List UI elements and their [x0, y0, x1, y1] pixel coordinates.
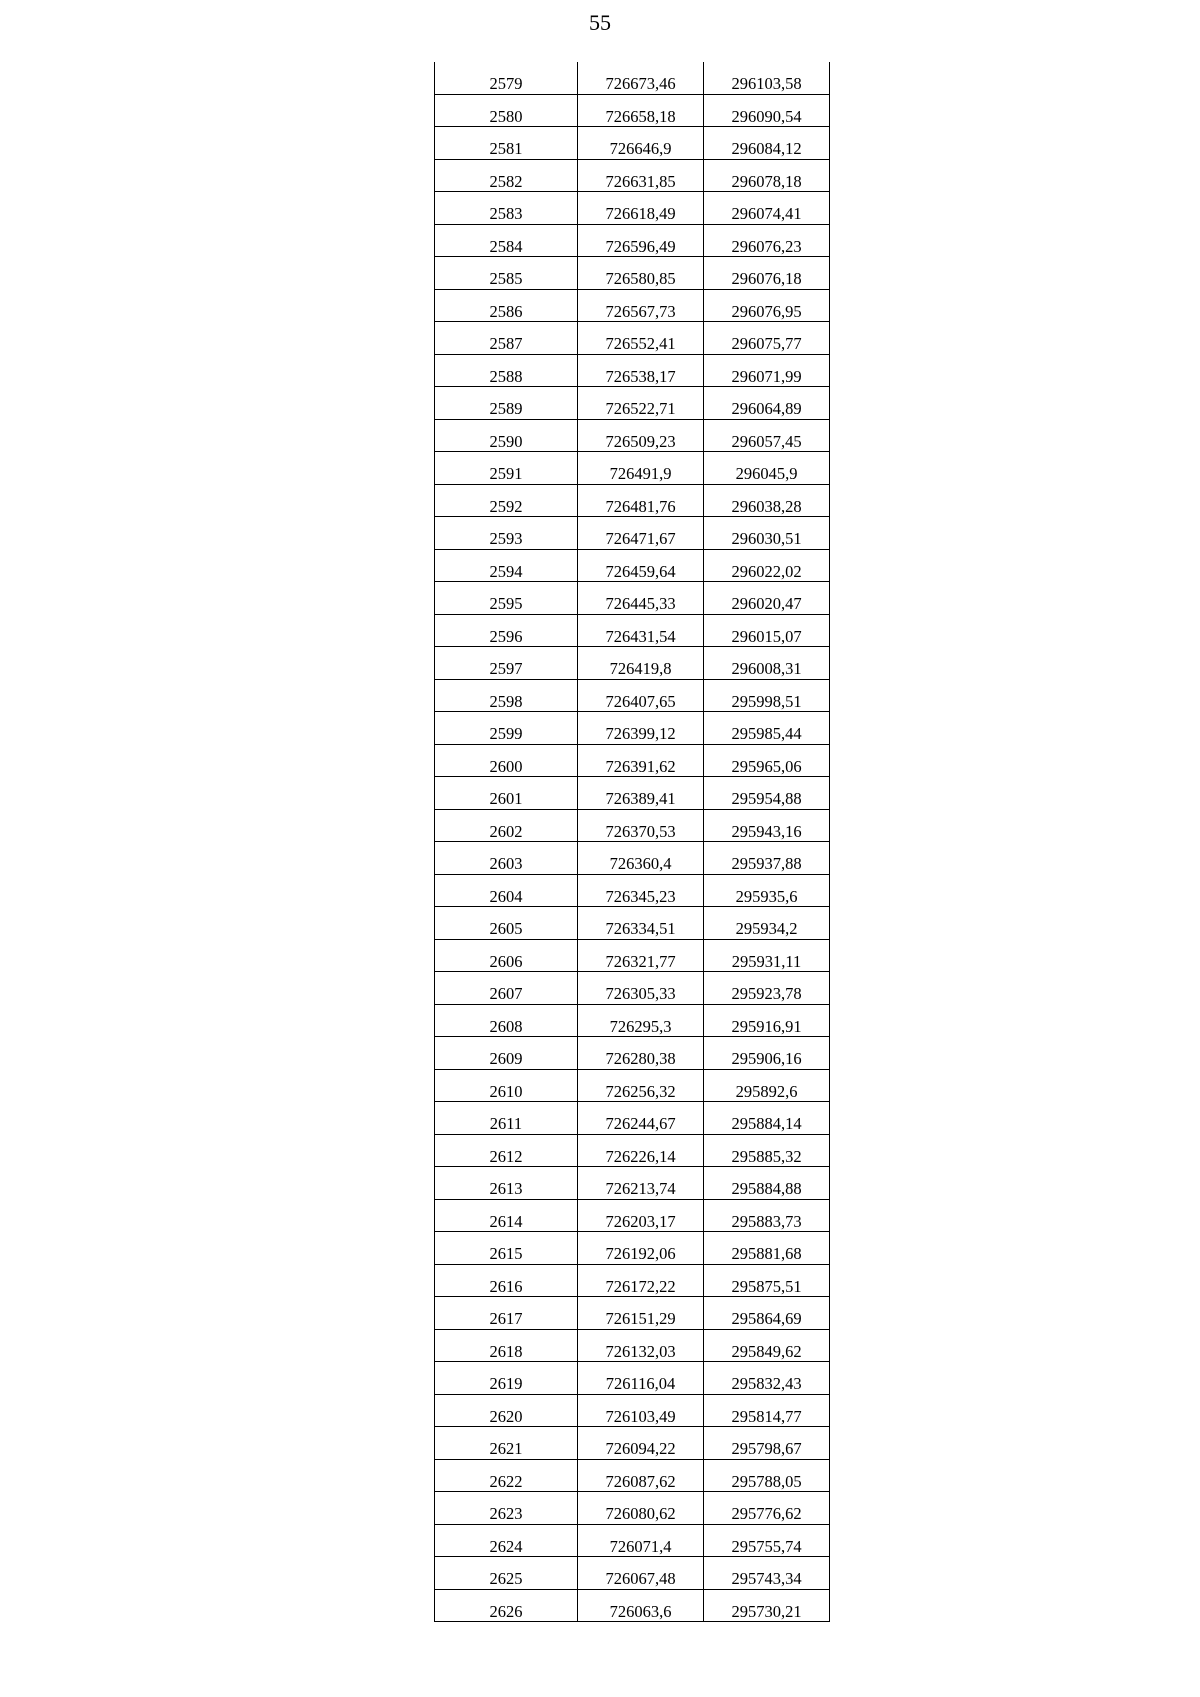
table-row [435, 939, 830, 972]
table-row [435, 1459, 830, 1492]
y-coordinate-cell: 296030,51 [704, 517, 830, 550]
x-coordinate-cell: 726213,74 [578, 1167, 704, 1200]
table-row [435, 419, 830, 452]
point-number-cell: 2604 [435, 874, 578, 907]
point-number-cell: 2594 [435, 549, 578, 582]
y-coordinate-cell: 295885,32 [704, 1134, 830, 1167]
table-row [435, 647, 830, 680]
y-coordinate-cell: 295849,62 [704, 1329, 830, 1362]
x-coordinate-cell: 726596,49 [578, 224, 704, 257]
y-coordinate-cell: 295755,74 [704, 1524, 830, 1557]
point-number-cell: 2625 [435, 1557, 578, 1590]
y-coordinate-cell: 295788,05 [704, 1459, 830, 1492]
x-coordinate-cell: 726419,8 [578, 647, 704, 680]
table-row [435, 1037, 830, 1070]
table-row [435, 582, 830, 615]
table-row [435, 874, 830, 907]
y-coordinate-cell: 296074,41 [704, 192, 830, 225]
point-number-cell: 2598 [435, 679, 578, 712]
point-number-cell: 2597 [435, 647, 578, 680]
table-row [435, 809, 830, 842]
table-row [435, 1134, 830, 1167]
point-number-cell: 2599 [435, 712, 578, 745]
x-coordinate-cell: 726334,51 [578, 907, 704, 940]
y-coordinate-cell: 295954,88 [704, 777, 830, 810]
table-row [435, 322, 830, 355]
y-coordinate-cell: 295864,69 [704, 1297, 830, 1330]
coordinates-table [434, 62, 830, 1622]
table-row [435, 1232, 830, 1265]
y-coordinate-cell: 296038,28 [704, 484, 830, 517]
point-number-cell: 2580 [435, 94, 578, 127]
page-number: 55 [589, 10, 611, 35]
table-row [435, 354, 830, 387]
point-number-cell: 2586 [435, 289, 578, 322]
point-number-cell: 2616 [435, 1264, 578, 1297]
x-coordinate-cell: 726658,18 [578, 94, 704, 127]
point-number-cell: 2600 [435, 744, 578, 777]
point-number-cell: 2626 [435, 1589, 578, 1622]
table-row [435, 289, 830, 322]
point-number-cell: 2579 [435, 62, 578, 94]
y-coordinate-cell: 295883,73 [704, 1199, 830, 1232]
x-coordinate-cell: 726063,6 [578, 1589, 704, 1622]
point-number-cell: 2622 [435, 1459, 578, 1492]
table-row [435, 127, 830, 160]
point-number-cell: 2613 [435, 1167, 578, 1200]
table-row [435, 1004, 830, 1037]
x-coordinate-cell: 726203,17 [578, 1199, 704, 1232]
y-coordinate-cell: 295884,14 [704, 1102, 830, 1135]
point-number-cell: 2589 [435, 387, 578, 420]
y-coordinate-cell: 295884,88 [704, 1167, 830, 1200]
x-coordinate-cell: 726151,29 [578, 1297, 704, 1330]
point-number-cell: 2582 [435, 159, 578, 192]
point-number-cell: 2595 [435, 582, 578, 615]
y-coordinate-cell: 296045,9 [704, 452, 830, 485]
coordinates-table-body [435, 62, 830, 1622]
table-row [435, 62, 830, 94]
point-number-cell: 2607 [435, 972, 578, 1005]
x-coordinate-cell: 726538,17 [578, 354, 704, 387]
y-coordinate-cell: 295998,51 [704, 679, 830, 712]
y-coordinate-cell: 295906,16 [704, 1037, 830, 1070]
x-coordinate-cell: 726094,22 [578, 1427, 704, 1460]
point-number-cell: 2593 [435, 517, 578, 550]
table-row [435, 712, 830, 745]
table-row [435, 907, 830, 940]
table-row [435, 1394, 830, 1427]
y-coordinate-cell: 296057,45 [704, 419, 830, 452]
y-coordinate-cell: 295965,06 [704, 744, 830, 777]
y-coordinate-cell: 295916,91 [704, 1004, 830, 1037]
point-number-cell: 2605 [435, 907, 578, 940]
x-coordinate-cell: 726431,54 [578, 614, 704, 647]
y-coordinate-cell: 295985,44 [704, 712, 830, 745]
point-number-cell: 2581 [435, 127, 578, 160]
x-coordinate-cell: 726580,85 [578, 257, 704, 290]
point-number-cell: 2620 [435, 1394, 578, 1427]
table-row [435, 257, 830, 290]
y-coordinate-cell: 295934,2 [704, 907, 830, 940]
x-coordinate-cell: 726226,14 [578, 1134, 704, 1167]
x-coordinate-cell: 726618,49 [578, 192, 704, 225]
table-row [435, 224, 830, 257]
y-coordinate-cell: 295931,11 [704, 939, 830, 972]
y-coordinate-cell: 295875,51 [704, 1264, 830, 1297]
x-coordinate-cell: 726481,76 [578, 484, 704, 517]
point-number-cell: 2585 [435, 257, 578, 290]
point-number-cell: 2621 [435, 1427, 578, 1460]
table-row [435, 1297, 830, 1330]
point-number-cell: 2588 [435, 354, 578, 387]
x-coordinate-cell: 726116,04 [578, 1362, 704, 1395]
x-coordinate-cell: 726103,49 [578, 1394, 704, 1427]
table-row [435, 94, 830, 127]
point-number-cell: 2609 [435, 1037, 578, 1070]
point-number-cell: 2617 [435, 1297, 578, 1330]
x-coordinate-cell: 726646,9 [578, 127, 704, 160]
table-row [435, 1524, 830, 1557]
x-coordinate-cell: 726552,41 [578, 322, 704, 355]
x-coordinate-cell: 726321,77 [578, 939, 704, 972]
y-coordinate-cell: 295937,88 [704, 842, 830, 875]
point-number-cell: 2618 [435, 1329, 578, 1362]
y-coordinate-cell: 296022,02 [704, 549, 830, 582]
y-coordinate-cell: 296020,47 [704, 582, 830, 615]
table-row [435, 517, 830, 550]
x-coordinate-cell: 726071,4 [578, 1524, 704, 1557]
table-row [435, 1102, 830, 1135]
y-coordinate-cell: 296076,95 [704, 289, 830, 322]
point-number-cell: 2610 [435, 1069, 578, 1102]
table-row [435, 192, 830, 225]
y-coordinate-cell: 296078,18 [704, 159, 830, 192]
x-coordinate-cell: 726567,73 [578, 289, 704, 322]
x-coordinate-cell: 726244,67 [578, 1102, 704, 1135]
table-row [435, 1069, 830, 1102]
point-number-cell: 2601 [435, 777, 578, 810]
x-coordinate-cell: 726067,48 [578, 1557, 704, 1590]
x-coordinate-cell: 726087,62 [578, 1459, 704, 1492]
table-row [435, 159, 830, 192]
table-row [435, 1362, 830, 1395]
y-coordinate-cell: 296008,31 [704, 647, 830, 680]
table-row [435, 842, 830, 875]
table-row [435, 549, 830, 582]
point-number-cell: 2614 [435, 1199, 578, 1232]
x-coordinate-cell: 726673,46 [578, 62, 704, 94]
x-coordinate-cell: 726080,62 [578, 1492, 704, 1525]
point-number-cell: 2615 [435, 1232, 578, 1265]
y-coordinate-cell: 295881,68 [704, 1232, 830, 1265]
y-coordinate-cell: 296064,89 [704, 387, 830, 420]
point-number-cell: 2619 [435, 1362, 578, 1395]
table-row [435, 1427, 830, 1460]
point-number-cell: 2591 [435, 452, 578, 485]
point-number-cell: 2592 [435, 484, 578, 517]
point-number-cell: 2590 [435, 419, 578, 452]
y-coordinate-cell: 295743,34 [704, 1557, 830, 1590]
y-coordinate-cell: 296090,54 [704, 94, 830, 127]
table-row [435, 1557, 830, 1590]
point-number-cell: 2583 [435, 192, 578, 225]
point-number-cell: 2587 [435, 322, 578, 355]
point-number-cell: 2611 [435, 1102, 578, 1135]
point-number-cell: 2596 [435, 614, 578, 647]
table-row [435, 1199, 830, 1232]
table-row [435, 1167, 830, 1200]
y-coordinate-cell: 295923,78 [704, 972, 830, 1005]
x-coordinate-cell: 726471,67 [578, 517, 704, 550]
table-row [435, 777, 830, 810]
x-coordinate-cell: 726360,4 [578, 842, 704, 875]
table-row [435, 679, 830, 712]
table-row [435, 614, 830, 647]
y-coordinate-cell: 296075,77 [704, 322, 830, 355]
y-coordinate-cell: 295776,62 [704, 1492, 830, 1525]
x-coordinate-cell: 726491,9 [578, 452, 704, 485]
x-coordinate-cell: 726132,03 [578, 1329, 704, 1362]
point-number-cell: 2603 [435, 842, 578, 875]
x-coordinate-cell: 726305,33 [578, 972, 704, 1005]
x-coordinate-cell: 726445,33 [578, 582, 704, 615]
table-row [435, 744, 830, 777]
x-coordinate-cell: 726295,3 [578, 1004, 704, 1037]
y-coordinate-cell: 295935,6 [704, 874, 830, 907]
y-coordinate-cell: 296076,18 [704, 257, 830, 290]
y-coordinate-cell: 296015,07 [704, 614, 830, 647]
table-row [435, 1264, 830, 1297]
point-number-cell: 2606 [435, 939, 578, 972]
x-coordinate-cell: 726399,12 [578, 712, 704, 745]
table-row [435, 1492, 830, 1525]
x-coordinate-cell: 726192,06 [578, 1232, 704, 1265]
x-coordinate-cell: 726345,23 [578, 874, 704, 907]
table-row [435, 1589, 830, 1622]
y-coordinate-cell: 295798,67 [704, 1427, 830, 1460]
point-number-cell: 2608 [435, 1004, 578, 1037]
y-coordinate-cell: 295814,77 [704, 1394, 830, 1427]
x-coordinate-cell: 726522,71 [578, 387, 704, 420]
point-number-cell: 2623 [435, 1492, 578, 1525]
y-coordinate-cell: 295730,21 [704, 1589, 830, 1622]
table-row [435, 1329, 830, 1362]
y-coordinate-cell: 296076,23 [704, 224, 830, 257]
table-row [435, 484, 830, 517]
x-coordinate-cell: 726407,65 [578, 679, 704, 712]
table-row [435, 452, 830, 485]
y-coordinate-cell: 295892,6 [704, 1069, 830, 1102]
x-coordinate-cell: 726256,32 [578, 1069, 704, 1102]
x-coordinate-cell: 726509,23 [578, 419, 704, 452]
table-row [435, 972, 830, 1005]
point-number-cell: 2584 [435, 224, 578, 257]
table-row [435, 387, 830, 420]
x-coordinate-cell: 726631,85 [578, 159, 704, 192]
x-coordinate-cell: 726370,53 [578, 809, 704, 842]
x-coordinate-cell: 726280,38 [578, 1037, 704, 1070]
x-coordinate-cell: 726459,64 [578, 549, 704, 582]
point-number-cell: 2602 [435, 809, 578, 842]
point-number-cell: 2612 [435, 1134, 578, 1167]
y-coordinate-cell: 295832,43 [704, 1362, 830, 1395]
x-coordinate-cell: 726389,41 [578, 777, 704, 810]
point-number-cell: 2624 [435, 1524, 578, 1557]
y-coordinate-cell: 296084,12 [704, 127, 830, 160]
x-coordinate-cell: 726172,22 [578, 1264, 704, 1297]
y-coordinate-cell: 296103,58 [704, 62, 830, 94]
y-coordinate-cell: 295943,16 [704, 809, 830, 842]
y-coordinate-cell: 296071,99 [704, 354, 830, 387]
x-coordinate-cell: 726391,62 [578, 744, 704, 777]
